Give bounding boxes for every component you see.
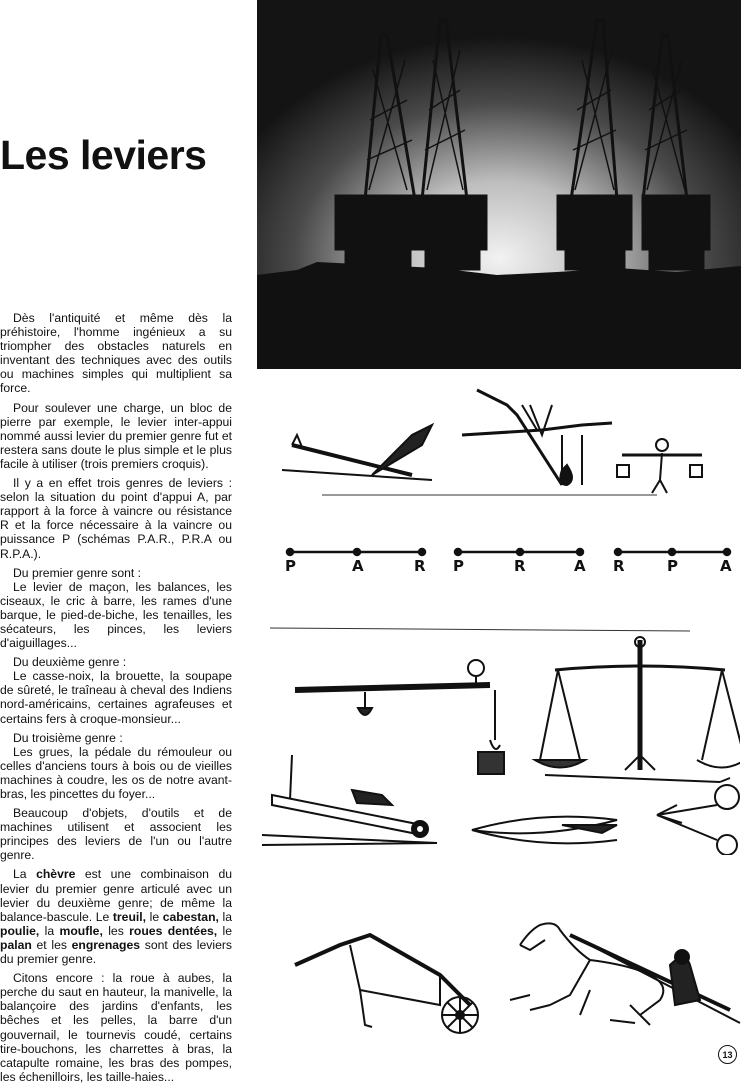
cranes-photo — [257, 0, 741, 369]
wheelbarrow-travois — [290, 905, 741, 1040]
bold-term: poulie, — [0, 923, 40, 938]
paragraph: Le casse-noix, la brouette, la soupape de sûreté, le traîneau à cheval des Indiens nord-américains, certaines agrafeuses et certains fers à croque-monsieur... — [0, 669, 232, 726]
paragraph: Dès l'antiquité et même dès la préhistoire, l'homme ingénieux a su triompher des obstacles naturels en inventant des techniques avec des outils ou machines simples qui multiplient sa force. — [0, 311, 232, 396]
bold-term: engrenages — [71, 937, 141, 952]
schema-label: A — [352, 557, 364, 575]
paragraph-heading: Du troisième genre : — [13, 730, 123, 745]
schema-label: P — [667, 557, 678, 575]
paragraph: Il y a en effet trois genres de leviers : selon la situation du point d'appui A, par rapport à la force à vaincre ou résistance R et la force nécessaire à la vaincre ou puissance P (schémas P.A.R., P.R.A ou R.P.A.). — [0, 476, 232, 561]
bold-term: chèvre — [36, 867, 76, 882]
paragraph: Les grues, la pédale du rémouleur ou celles d'anciens tours à bois ou de vieilles machines à coudre, les os de notre avant-bras, les pincettes du foyer... — [0, 744, 232, 801]
pedal-nutcracker-scissors — [262, 755, 741, 855]
page-number: 13 — [718, 1045, 737, 1064]
page-title: Les leviers — [0, 132, 207, 178]
paragraph: Le levier de maçon, les balances, les ciseaux, le cric à barre, les rames d'une barque, le pied-de-biche, les tenailles, les sécateurs, les pinces, les leviers d'aiguillages... — [0, 579, 232, 651]
paragraph-heading: Du deuxième genre : — [13, 655, 127, 670]
paragraph: Pour soulever une charge, un bloc de pierre par exemple, le levier inter-appui nommé aussi levier du premier genre fut et restera sans doute le plus simple et le plus facile à utiliser (trois premiers croquis). — [0, 400, 232, 471]
bold-term: palan — [0, 937, 32, 952]
article-body — [0, 311, 232, 1089]
bold-term: treuil, — [112, 909, 147, 924]
schema-label: R — [613, 557, 625, 575]
schema-label: R — [414, 557, 426, 575]
schema-label: A — [720, 557, 732, 575]
bold-term: moufle, — [59, 923, 103, 938]
schema-label: R — [514, 557, 526, 575]
paragraph-heading: Du premier genre sont : — [13, 565, 142, 580]
bold-term: cabestan, — [162, 909, 219, 924]
paragraph: Beaucoup d'objets, d'outils et de machines utilisent et associent les principes des leviers de l'un ou l'autre genre. — [0, 806, 232, 863]
paragraph: La chèvre est une combinaison du levier du premier genre articulé avec un levier du deuxième genre; de même la balance-bascule. Le treuil, le cabestan, la poulie, la moufle, les roues dentées, le palan et les engrenages sont des leviers du premier genre. — [0, 867, 233, 967]
bold-term: roues dentées, — [129, 923, 218, 938]
paragraph: Citons encore : la roue à aubes, la perche du saut en hauteur, la manivelle, la balançoire des jardins d'enfants, les bêches et les pelles, la barre d'un gouvernail, le tournevis coudé, certains tire-bouchons, les charrettes à bras, la catapulte romaine, les bras des pompes, les échenilloirs, les taille-haies... — [0, 971, 232, 1084]
schema-label: P — [285, 557, 296, 575]
lever-sketches-row1 — [262, 375, 741, 500]
schema-label: P — [453, 557, 464, 575]
schema-label: A — [574, 557, 586, 575]
